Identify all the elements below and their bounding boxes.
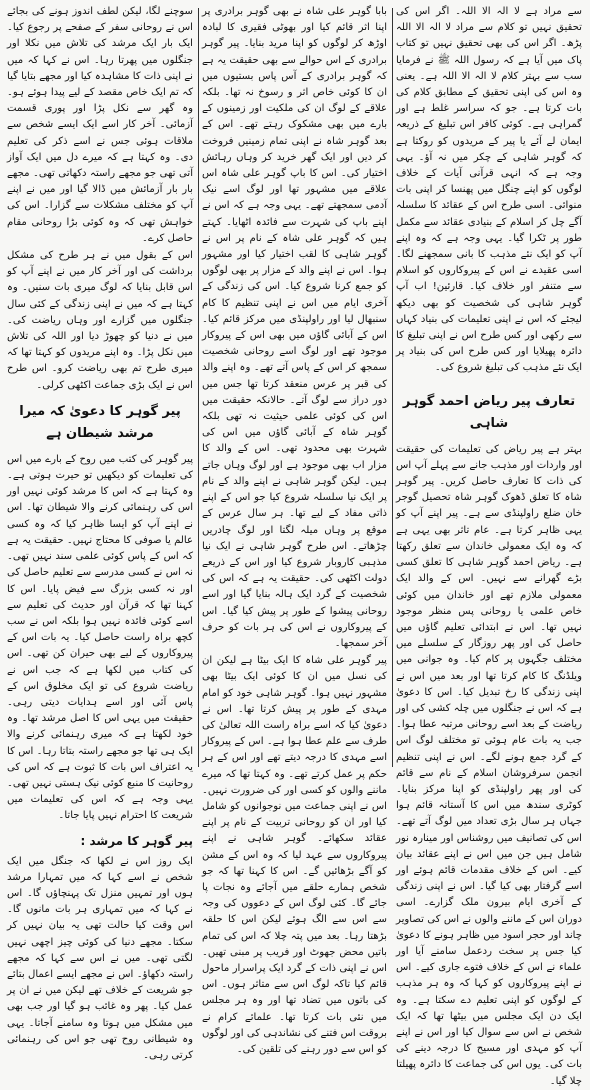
middle-paragraph-1: بابا گوہر علی شاہ نے بھی گوہر برادری پر اپنا اثر قائم کیا اور بھوٹی فقیری کا لبادہ اوڑھ کر لوگوں کو اپنا مرید بنایا۔ پیر گوہر برادری کے اس حوالے سے بھی حقیقت یہ ہے کہ گوہر برادری کے آس پاس بستیوں میں ان کا کوئی خاص اثر و رسوخ نہ تھا۔ بلکہ علاقے کے لوگ ان کی ملکیت اور زمینوں کے بارے میں بھی مشکوک رہتے تھے۔ اس کے بعد گوہر شاہ نے اپنی تمام زمینیں فروخت کر دیں اور ایک گھر خرید کر وہاں رہائش اختیار کی۔ اس کا باپ گوہر علی شاہ اس علاقے میں مشہور تھا اور لوگ اسے نیک آدمی سمجھتے تھے۔ یہی وجہ ہے کہ اس نے اپنے باپ کی شہرت سے فائدہ اٹھایا۔ کہتے ہیں کہ گوہر علی شاہ کے نام پر اس نے گوہر شاہی کا لقب اختیار کیا اور مشہور ہوا۔ اس نے اپنے والد کے مزار پر بھی لوگوں کو جمع کرنا شروع کیا۔ اس کی زندگی کے آخری ایام میں اس نے اپنی تنظیم کا کام سنبھال لیا اور راولپنڈی میں مرکز قائم کیا۔ اس کے آبائی گاؤں میں بھی اس کے پیروکار موجود تھے اور لوگ اسے روحانی شخصیت سمجھ کر اس کے پاس آتے تھے۔ وہ اپنے والد کی قبر پر عرس منعقد کرتا تھا جس میں دور دراز سے لوگ آتے۔ حالانکہ حقیقت میں اس کی کوئی علمی حیثیت نہ تھی بلکہ گوہر شاہ کے آبائی گاؤں میں اس کی شہرت بھی محدود تھی۔ اس کے والد کا مزار اب بھی موجود ہے اور لوگ وہاں جاتے ہیں۔ لیکن گوہر شاہی نے اپنے والد کے نام پر ایک نیا سلسلہ شروع کیا جو اس کے اپنے ذاتی مفاد کے لیے تھا۔ ہر سال عرس کے موقع پر وہاں میلہ لگتا اور لوگ چادریں چڑھاتے۔ اس طرح گوہر شاہی نے ایک نیا مذہبی کاروبار شروع کیا اور اس کے ذریعے دولت اکٹھی کی۔ حقیقت یہ ہے کہ اس کی شخصیت کے گرد ایک ہالہ بنایا گیا اور اسے روحانی پیشوا کے طور پر پیش کیا گیا۔ اس کے پیروکاروں نے اس کی ہر بات کو حرف آخر سمجھا۔ bbox=[202, 6, 387, 649]
left-paragraph-4: ایک روز اس نے لکھا کہ جنگل میں ایک شخص نے اسے کہا کہ میں تمہارا مرشد ہوں اور تمہیں منزل تک پہنچاؤں گا۔ اس نے کہا کہ میں تمہاری ہر بات مانوں گا۔ اس وقت کیا حالت تھی یہ بیان نہیں کر سکتا۔ مجھے دنیا کی کوئی چیز اچھی نہیں لگتی تھی۔ میں نے اس سے کہا کہ مجھے راستہ دکھاؤ۔ اس نے مجھے ایسے اعمال بتائے جو شریعت کے خلاف تھے لیکن میں نے ان پر عمل کیا۔ پھر وہ غائب ہو گیا اور جب بھی میں مشکل میں ہوتا وہ سامنے آجاتا۔ یہی وہ شیطانی روح تھی جو اس کی رہنمائی کرتی رہی۔ bbox=[7, 855, 193, 1061]
middle-column bbox=[202, 4, 387, 1055]
left-column bbox=[7, 4, 193, 1061]
right-column bbox=[396, 4, 582, 1087]
left-paragraph-1: سوچنے لگا، لیکن لطف اندوز ہونے کی بجائے اس نے روحانی سفر کے صفحے پر رجوع کیا۔ ایک بار ایک مرشد کی تلاش میں نکلا اور جنگلوں میں پھرتا رہا۔ اس نے کہا کہ میں نے اپنی ذات کا مشاہدہ کیا اور مجھے بتایا گیا کہ تم ایک خاص مقصد کے لیے پیدا ہوئے ہو۔ وہ گھر سے نکل پڑا اور پوری قسمت آزمائی۔ آخر کار اسے ایک ایسے شخص سے ملاقات ہوئی جس نے اسے ذکر کی تعلیم دی۔ وہ کہتا ہے کہ میرے دل میں ایک آواز آتی تھی جو مجھے راستہ دکھاتی تھی۔ مجھے بار بار آزمائش میں ڈالا گیا اور میں نے اپنے آپ کو مختلف مشکلات سے گزارا۔ اس کی خواہش تھی کہ وہ کوئی بڑا روحانی مقام حاصل کرے۔ bbox=[7, 6, 193, 244]
right-paragraph-1: سے مراد ہے لا الہ الا اللہ۔ اگر اس کی تحقیق نہیں تو کلام سے مراد لا الہ الا اللہ پڑھ۔ اگر اس کی بھی تحقیق نہیں تو کتاب پاک میں آیا ہے کہ رسول اللہ ﷺ نے فرمایا سب سے بہتر کلام لا الہ الا اللہ ہے۔ یعنی وہ اس کی اپنی تحقیق کے مطابق کلام کی بات کرتا ہے۔ جو کہ سراسر غلط ہے اور گمراہی ہے۔ کوئی کافر اس تبلیغ کے ذریعہ ایمان لے آئے یا پیر کے مریدوں کو روکتا ہے کہ گوہر شاہی کے چکر میں نہ آؤ۔ یہی وجہ ہے کہ انہی قرآنی آیات کے خلاف لوگوں کو اپنے چنگل میں پھنسا کر اپنی بات منوائی۔ اسی طرح اس کے عقائد کا سلسلہ آگے چل کر اسلام کے بنیادی عقائد سے مکمل طور پر ٹکرا گیا۔ یہی وجہ ہے کہ وہ اپنے آپ کو ایک نئے مذہب کا بانی سمجھنے لگا۔ اسی عقیدے نے اس کے پیروکاروں کو اسلام سے متنفر اور خلاف کیا۔ قارئین! اب آپ گوہر شاہی کی شخصیت کو بھی دیکھ لیجئے کہ اس نے اپنی تعلیمات کی بنیاد کہاں سے رکھی اور کس طرح اس نے اپنی تبلیغ کا دائرہ پھیلایا اور کس طرح اس کی بنیاد پر ایک نئے مذہب کی تبلیغ شروع کی۔ bbox=[396, 6, 582, 374]
left-paragraph-3: پیر گوہر کی کتب میں روح کے بارے میں اس کی تعلیمات کو دیکھیں تو حیرت ہوتی ہے۔ وہ کہتا ہے کہ اس کا مرشد کوئی نہیں اور اس کی رہنمائی کرنے والا شیطان تھا۔ اس نے اپنے آپ کو ایسا ظاہر کیا کہ وہ کسی عالم یا صوفی کا محتاج نہیں۔ حقیقت یہ ہے کہ اس کے پاس کوئی علمی سند نہیں تھی۔ نہ اس نے کسی مدرسے سے تعلیم حاصل کی اور نہ کسی بزرگ سے فیض پایا۔ اس کا کہنا تھا کہ قرآن اور حدیث کی تعلیم سے اسے کوئی فائدہ نہیں ہوا بلکہ اس نے سب کچھ براہ راست حاصل کیا۔ یہ بات اس کے پیروکاروں کے لیے بھی حیران کن تھی۔ اس کی کتاب میں لکھا ہے کہ جب اس نے ریاضت شروع کی تو ایک مخلوق اس کے پاس آئی اور اسے ہدایات دیتی رہی۔ حقیقت میں یہی اس کا اصل مرشد تھا۔ وہ خود لکھتا ہے کہ میری رہنمائی کرنے والا ایک ہی تھا جو مجھے راستہ بتاتا رہا۔ اس کا یہ اعتراف اس بات کا ثبوت ہے کہ اس کی روحانیت کا منبع کوئی نیک ہستی نہیں تھی۔ یہی وجہ ہے کہ اس کی تعلیمات میں شریعت کا احترام نہیں پایا جاتا۔ bbox=[7, 453, 193, 822]
section-heading-intro: تعارف پیر ریاض احمد گوہر شاہی bbox=[402, 393, 576, 431]
right-paragraph-2: بہتر ہے پیر ریاض کی تعلیمات کی حقیقت اور واردات اور مذہب جانے سے پہلے آپ اس کی ذات کا تعارف حاصل کریں۔ پیر گوہر شاہ کا تعلق ڈھوک گوہر شاہ تحصیل گوجر خان ضلع راولپنڈی سے ہے۔ پیر اپنے آپ کو یہی ظاہر کرتا ہے۔ عام تاثر بھی یہی ہے کہ وہ ایک معمولی خاندان سے تعلق رکھتا ہے۔ ریاض احمد گوہر شاہی کا تعلق کسی بڑے گھرانے سے نہیں۔ اس کے والد ایک معمولی ملازم تھے اور خاندان میں کوئی خاص علمی یا روحانی پس منظر موجود نہیں تھا۔ اس نے ابتدائی تعلیم گاؤں میں حاصل کی اور پھر روزگار کے سلسلے میں مختلف جگہوں پر کام کیا۔ وہ جوانی میں ویلڈنگ کا کام کرتا تھا اور بعد میں اس نے اپنی زندگی کا رخ تبدیل کیا۔ اس کا دعویٰ ہے کہ اس نے جنگلوں میں چلہ کشی کی اور ریاضت کے بعد اسے روحانی مرتبہ عطا ہوا۔ جب یہ بات عام ہوئی تو مختلف لوگ اس کے گرد جمع ہونے لگے۔ اس نے اپنی تنظیم انجمن سرفروشان اسلام کے نام سے قائم کی اور پھر راولپنڈی کو اپنا مرکز بنایا۔ کوٹری سندھ میں اس کا آستانہ قائم ہوا جہاں ہر سال بڑی تعداد میں لوگ آتے تھے۔ اس کی تصانیف میں روشناس اور مینارہ نور شامل ہیں جن میں اس نے اپنے عقائد بیان کیے۔ اس کے خلاف مقدمات قائم ہوئے اور اسے گرفتار بھی کیا گیا۔ اس نے اپنی زندگی کے آخری ایام بیرون ملک گزارے۔ اسی دوران اس کے ماننے والوں نے اس کی تصاویر چاند اور حجر اسود میں ظاہر ہونے کا دعویٰ کیا جس پر سخت ردعمل سامنے آیا اور علماء نے اس کے خلاف فتوے جاری کیے۔ اس نے اپنے پیروکاروں کو کہا کہ وہ ہر مذہب کے لوگوں کو اپنی تعلیم دے سکتا ہے۔ وہ ایک دن ایک مجلس میں بیٹھا تھا کہ ایک شخص نے اس سے سوال کیا اور اس نے اپنے آپ کو مہدی اور مسیح کا درجہ دینے کی بات کی۔ یوں اس کی جماعت کا دائرہ پھیلتا چلا گیا۔ bbox=[396, 443, 582, 1087]
subheading-murshid: پیر گوہر کا مرشد : bbox=[80, 833, 193, 848]
left-paragraph-2: اس کے بقول میں نے ہر طرح کی مشکل برداشت کی اور آخر کار میں نے اپنے آپ کو اس قابل بنایا کہ لوگ میری بات سنیں۔ وہ کہتا ہے کہ میں نے اپنی زندگی کے کئی سال جنگلوں میں گزارے اور وہاں ریاضت کی۔ میں نے دنیا کو چھوڑ دیا اور اللہ کی تلاش میں نکل پڑا۔ وہ اپنے مریدوں کو کہتا تھا کہ میری طرح تم بھی ریاضت کرو۔ اس طرح اس نے ایک بڑی جماعت اکٹھی کرلی۔ bbox=[7, 250, 193, 391]
column-divider-2 bbox=[198, 8, 199, 767]
section-heading-murshid-claim: پیر گوہر کا دعویٰ کہ میرا مرشد شیطان ہے bbox=[19, 403, 181, 441]
column-divider-1 bbox=[392, 8, 393, 767]
middle-paragraph-2: پیر گوہر علی شاہ کا ایک بیٹا ہے لیکن ان کی نسل میں ان کا کوئی ایک بیٹا بھی مشہور نہیں ہوا۔ گوہر شاہی خود کو امام مہدی کے طور پر پیش کرتا تھا۔ اس نے دعویٰ کیا کہ اسے براہ راست اللہ تعالیٰ کی طرف سے علم عطا ہوا ہے۔ اس کے پیروکار اسے مہدی کا درجہ دیتے تھے اور اس کے ہر حکم پر عمل کرتے تھے۔ وہ کہتا تھا کہ میرے ماننے والوں کو کسی اور کی ضرورت نہیں۔ اس نے اپنی جماعت میں نوجوانوں کو شامل کیا اور ان کو روحانی تربیت کے نام پر اپنے عقائد سکھائے۔ گوہر شاہی نے اپنے پیروکاروں سے عہد لیا کہ وہ اس کے مشن کو آگے بڑھائیں گے۔ اس کا کہنا تھا کہ جو شخص ہمارے حلقے میں آجائے وہ نجات پا جائے گا۔ کئی لوگ اس کے دعووں کی وجہ سے اس سے الگ ہوئے لیکن اس کا حلقہ بڑھتا رہا۔ بعد میں پتہ چلا کہ اس کی تمام باتیں محض جھوٹ اور فریب پر مبنی تھیں۔ اس نے اپنی ذات کے گرد ایک پراسرار ماحول قائم کیا تاکہ لوگ اس سے متاثر ہوں۔ اس کی باتوں میں تضاد تھا اور وہ ہر مجلس میں نئی بات کرتا تھا۔ علمائے کرام نے بروقت اس فتنے کی نشاندہی کی اور لوگوں کو اس سے دور رہنے کی تلقین کی۔ bbox=[202, 655, 387, 1055]
